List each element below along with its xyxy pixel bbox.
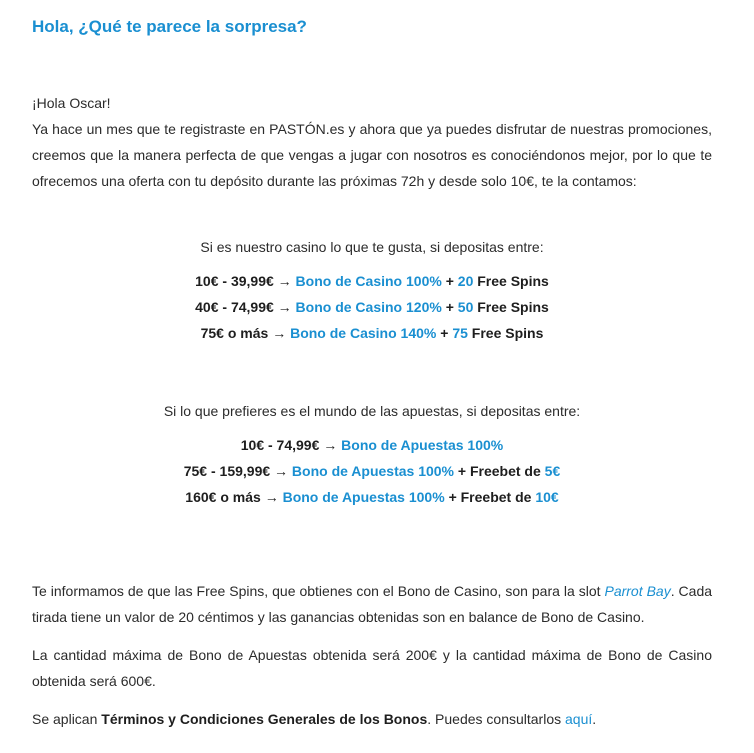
offer-range: 160€ o más [185, 489, 261, 505]
casino-offers [32, 234, 712, 346]
offer-plus: + [445, 299, 454, 315]
terms-title: Términos y Condiciones Generales de los Bonos [101, 711, 428, 727]
arrow: → [272, 325, 287, 341]
offer-plus: + Freebet de [457, 463, 541, 479]
casino-lead: Si es nuestro casino lo que te gusta, si depositas entre: [200, 239, 544, 255]
offer-spins-label: Free Spins [471, 325, 544, 341]
arrow: → [323, 437, 338, 453]
offer-spins: 50 [457, 299, 474, 315]
offer-spins: 20 [457, 273, 474, 289]
offer-plus: + Freebet de [448, 489, 532, 505]
offer-bonus: Bono de Apuestas 100% [282, 489, 445, 505]
casino-offer-row [32, 320, 712, 346]
arrow: → [264, 489, 279, 505]
offer-range: 10€ - 74,99€ [240, 437, 320, 453]
terms-before: Se aplican [32, 711, 98, 727]
terms-line [32, 706, 712, 732]
free-spins-info-text: Te informamos de que las Free Spins, que obtienes con el Bono de Casino, son para la slot [32, 583, 601, 599]
terms-link[interactable]: aquí [565, 711, 593, 727]
offer-bonus: Bono de Apuestas 100% [291, 463, 455, 479]
offer-spins: 75 [452, 325, 468, 341]
offer-range: 40€ - 74,99€ [195, 299, 274, 315]
arrow: → [277, 273, 292, 289]
offer-bonus: Bono de Casino 120% [295, 299, 442, 315]
intro-section [32, 90, 712, 194]
offer-spins-label: Free Spins [477, 299, 549, 315]
offer-range: 10€ - 39,99€ [195, 273, 274, 289]
casino-offer-row [32, 268, 712, 294]
offer-bonus: Bono de Casino 140% [290, 325, 437, 341]
email-title: Hola, ¿Qué te parece la sorpresa? [32, 17, 307, 36]
terms-end: . [592, 711, 597, 727]
bets-offer-row [32, 432, 712, 458]
max-info: La cantidad máxima de Bono de Apuestas obtenida será 200€ y la cantidad máxima de Bono de Casino obtenida será 600€. [32, 647, 712, 689]
bets-offer-row [32, 458, 712, 484]
offer-plus: + [445, 273, 454, 289]
freebet-amount: 5€ [544, 463, 561, 479]
intro-paragraph: Ya hace un mes que te registraste en PASTÓN.es y ahora que ya puedes disfrutar de nuestras promociones, creemos que la manera perfecta de que vengas a jugar con nosotros es conociéndonos mejor, por lo que te ofrecemos una oferta con tu depósito durante las próximas 72h y desde solo 10€, te la contamos: [32, 121, 712, 189]
arrow: → [277, 299, 292, 315]
free-spins-info-rest: . Cada tirada tiene un valor de 20 céntimos y las ganancias obtenidas son en balance de Bono de Casino. [32, 583, 713, 625]
terms-after: . Puedes consultarlos [427, 711, 562, 727]
offer-spins-label: Free Spins [477, 273, 549, 289]
greeting: ¡Hola Oscar! [32, 95, 111, 111]
offer-range: 75€ - 159,99€ [183, 463, 271, 479]
offer-plus: + [440, 325, 449, 341]
casino-offer-row [32, 294, 712, 320]
parrot-bay-link[interactable]: Parrot Bay [604, 583, 671, 599]
freebet-amount: 10€ [535, 489, 559, 505]
arrow: → [274, 463, 289, 479]
offer-bonus: Bono de Casino 100% [295, 273, 442, 289]
free-spins-info [32, 578, 712, 630]
bets-offers [32, 398, 712, 510]
offer-bonus: Bono de Apuestas 100% [341, 437, 504, 453]
bets-offer-row [32, 484, 712, 510]
outro-section [32, 578, 712, 744]
offer-range: 75€ o más [200, 325, 269, 341]
bets-lead: Si lo que prefieres es el mundo de las apuestas, si depositas entre: [163, 403, 581, 419]
